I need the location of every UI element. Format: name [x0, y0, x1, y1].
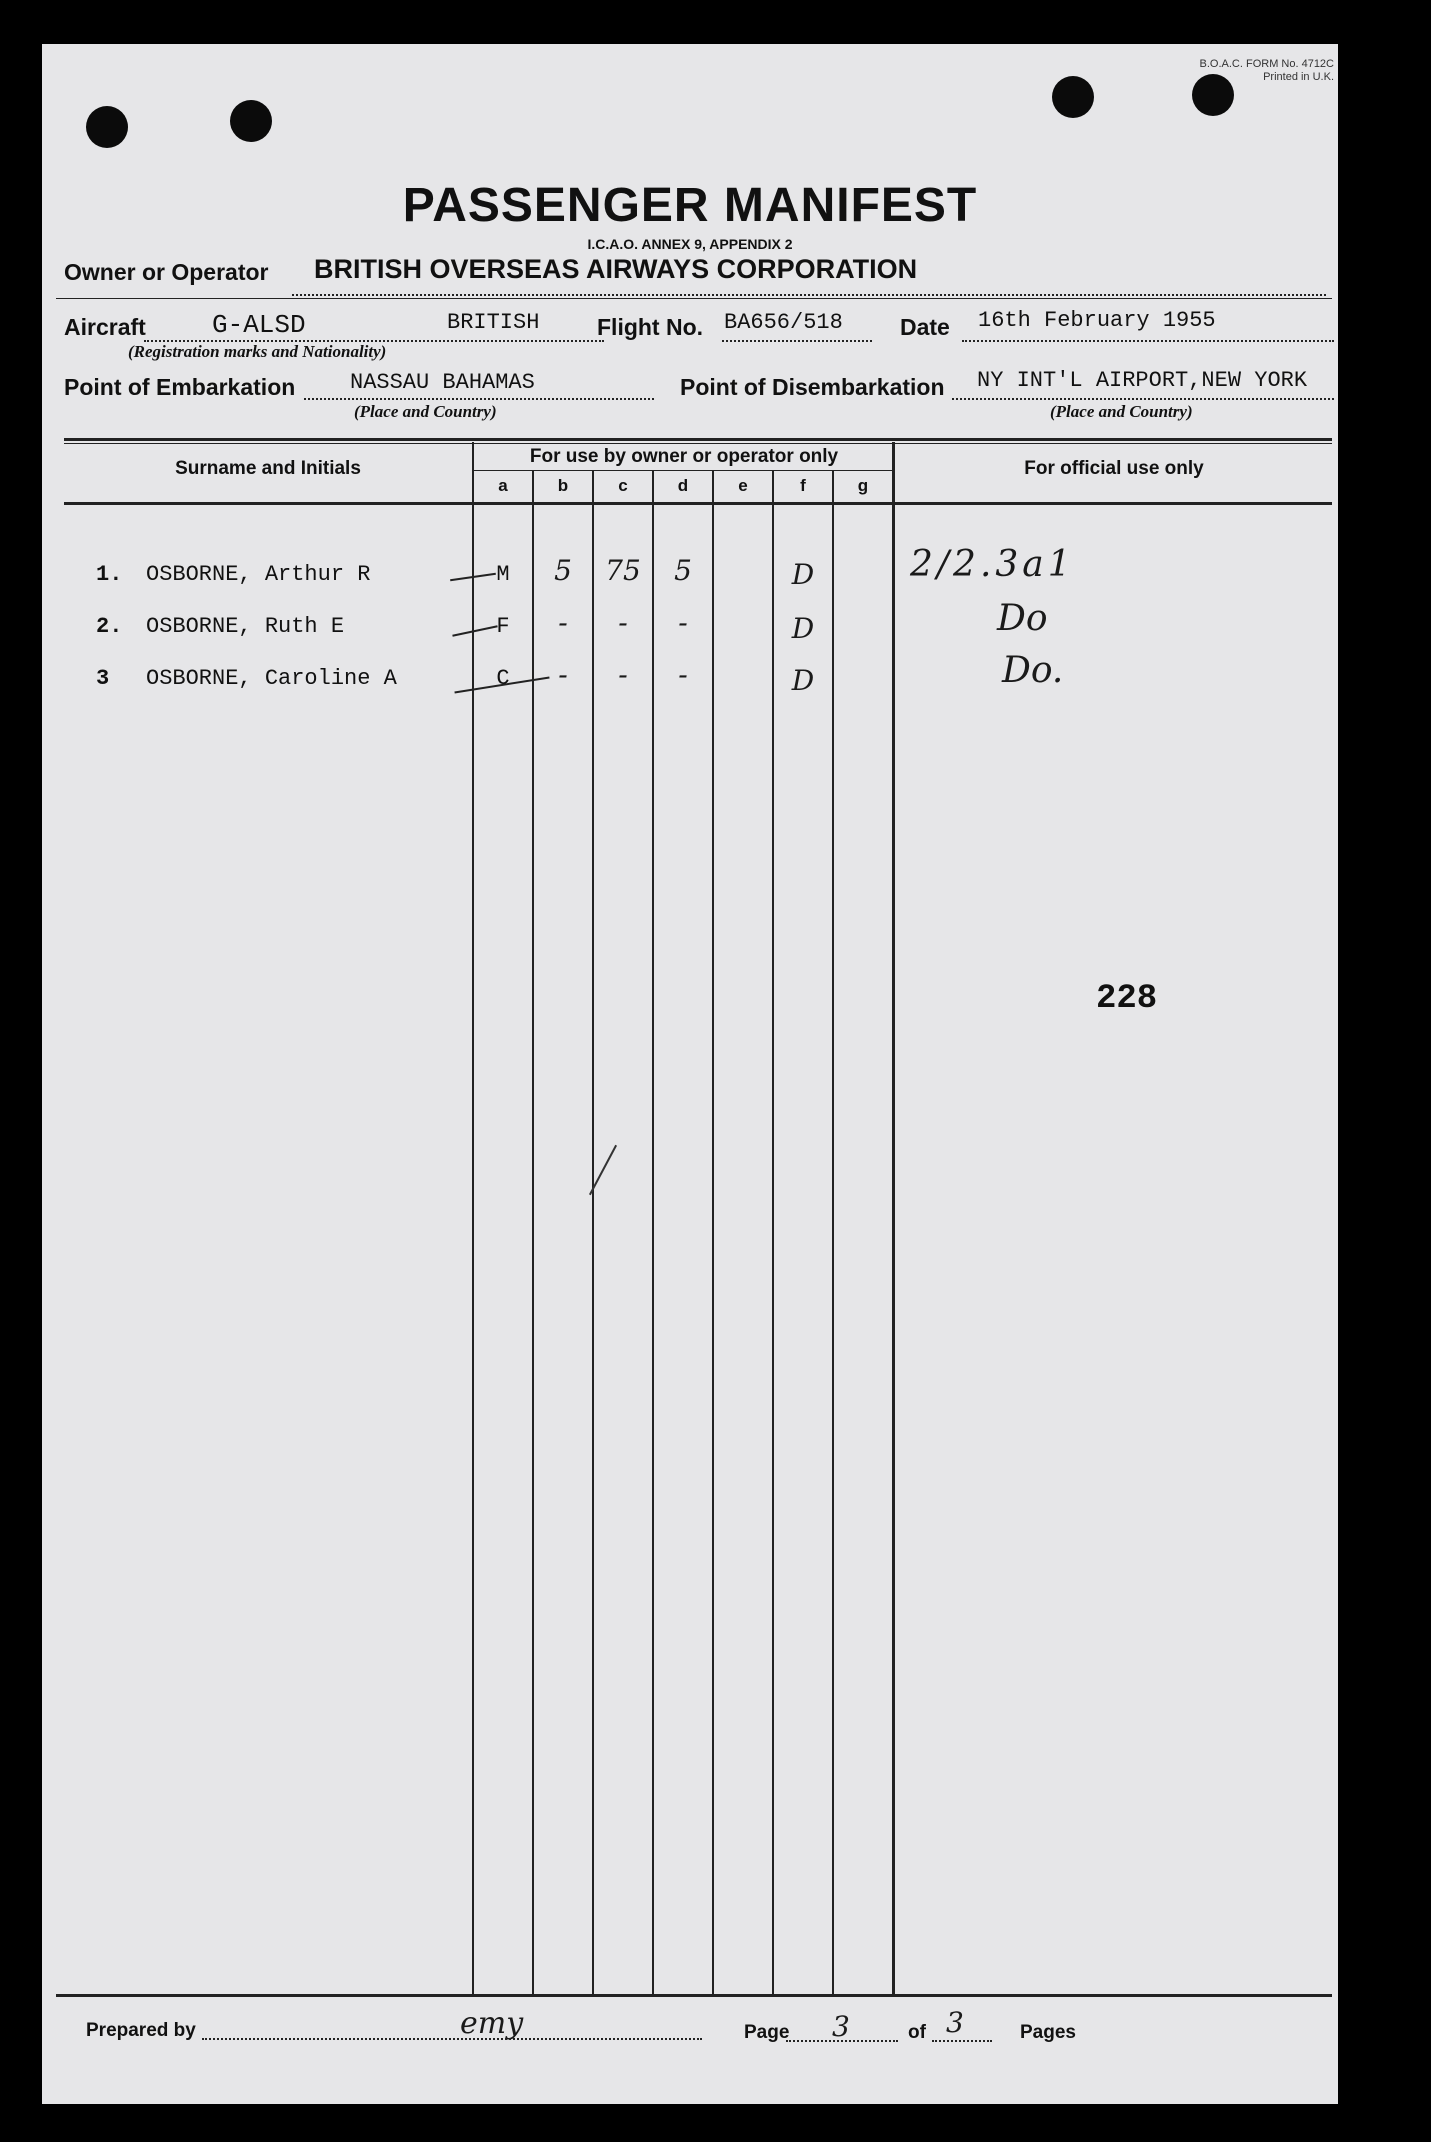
aircraft-registration: G-ALSD — [212, 310, 306, 340]
cell-b: - — [558, 658, 568, 691]
printed-note: Printed in U.K. — [1263, 71, 1334, 83]
punch-hole-icon — [230, 100, 272, 142]
cell-a: C — [496, 666, 510, 691]
passenger-name: OSBORNE, Ruth E — [146, 614, 345, 639]
punch-hole-icon — [86, 106, 128, 148]
disembarkation-label: Point of Disembarkation — [680, 374, 945, 400]
punch-hole-icon — [1052, 76, 1094, 118]
cell-c: 75 — [605, 554, 641, 587]
of-label: of — [908, 2022, 926, 2043]
column-e-header: e — [738, 476, 748, 495]
cell-f: D — [791, 612, 815, 645]
column-d-header: d — [677, 476, 689, 495]
cell-b: 5 — [554, 554, 572, 587]
flight-value: BA656/518 — [724, 310, 843, 335]
aircraft-label: Aircraft — [64, 314, 146, 340]
operator-column-header: For use by owner or operator only — [529, 446, 839, 467]
cell-a: M — [496, 562, 510, 587]
name-column-header: Surname and Initials — [175, 458, 361, 479]
prepared-signature: emy — [460, 2006, 524, 2041]
page-title: PASSENGER MANIFEST — [402, 179, 978, 232]
cell-d: 5 — [674, 554, 692, 587]
disembarkation-value: NY INT'L AIRPORT,NEW YORK — [977, 368, 1308, 393]
embarkation-note: (Place and Country) — [354, 402, 497, 421]
date-value: 16th February 1955 — [978, 308, 1216, 333]
cell-b: - — [558, 606, 568, 639]
official-note: 2/2.3a1 — [910, 544, 1075, 585]
column-g-header: g — [857, 476, 869, 495]
aircraft-nationality: BRITISH — [447, 310, 540, 335]
embarkation-value: NASSAU BAHAMAS — [350, 370, 535, 395]
row-number: 1. — [96, 562, 123, 587]
manifest-page — [42, 44, 1338, 2104]
page-subtitle: I.C.A.O. ANNEX 9, APPENDIX 2 — [587, 236, 793, 252]
cell-d: - — [678, 606, 688, 639]
cell-d: - — [678, 658, 688, 691]
cell-c: - — [618, 606, 628, 639]
row-number: 3 — [96, 666, 110, 691]
page-total: 3 — [946, 2006, 964, 2039]
embarkation-label: Point of Embarkation — [64, 374, 296, 400]
passenger-name: OSBORNE, Arthur R — [146, 562, 371, 587]
official-note: Do. — [1002, 650, 1064, 691]
form-number: B.O.A.C. FORM No. 4712C — [1199, 58, 1334, 70]
official-note: Do — [997, 598, 1048, 639]
cell-a: F — [496, 614, 510, 639]
pages-label: Pages — [1020, 2022, 1076, 2043]
flight-label: Flight No. — [597, 314, 704, 340]
stamp-number: 228 — [1096, 980, 1158, 1018]
column-a-header: a — [498, 476, 508, 495]
prepared-label: Prepared by — [86, 2020, 196, 2041]
cell-f: D — [791, 664, 815, 697]
page-label: Page — [744, 2022, 790, 2043]
column-f-header: f — [800, 476, 806, 495]
disembarkation-note: (Place and Country) — [1050, 402, 1193, 421]
aircraft-note: (Registration marks and Nationality) — [128, 342, 387, 361]
date-label: Date — [900, 314, 950, 340]
cell-f: D — [791, 558, 815, 591]
page-number: 3 — [832, 2010, 850, 2043]
cell-c: - — [618, 658, 628, 691]
official-column-header: For official use only — [1024, 458, 1204, 479]
form-number-block — [1200, 58, 1334, 84]
owner-label: Owner or Operator — [64, 259, 269, 285]
passenger-name: OSBORNE, Caroline A — [146, 666, 397, 691]
column-b-header: b — [557, 476, 569, 495]
column-c-header: c — [618, 476, 628, 495]
row-number: 2. — [96, 614, 123, 639]
owner-value: BRITISH OVERSEAS AIRWAYS CORPORATION — [314, 254, 918, 284]
